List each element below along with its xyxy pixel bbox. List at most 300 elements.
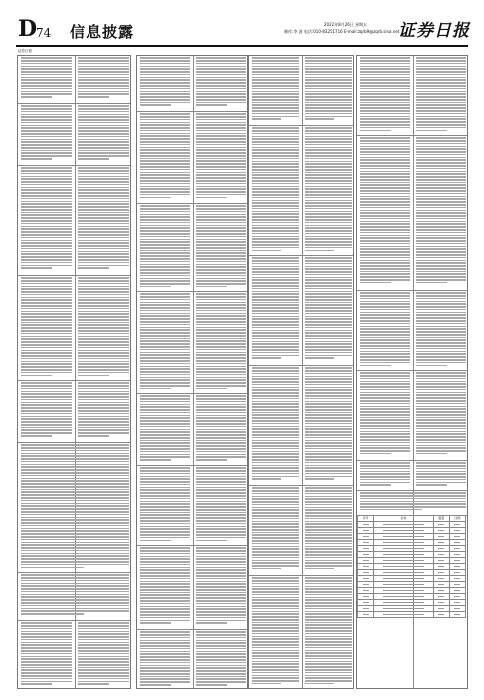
text-line [252, 205, 299, 207]
text-block [18, 381, 75, 443]
text-line [21, 508, 129, 510]
text-line [305, 260, 352, 262]
text-line [416, 182, 466, 184]
text-line [416, 411, 466, 413]
text-line [416, 88, 466, 90]
text-line [140, 395, 190, 397]
text-line [21, 144, 72, 146]
text-line [416, 351, 466, 353]
text-block [18, 443, 131, 573]
text-line [252, 174, 299, 176]
text-line [78, 399, 129, 401]
text-line [416, 171, 466, 173]
text-line [360, 212, 410, 214]
text-line [416, 187, 466, 189]
text-line [360, 182, 410, 184]
text-line [416, 276, 466, 278]
text-line [305, 414, 352, 416]
text-line [305, 498, 352, 500]
text-line [305, 316, 352, 318]
text-line [252, 186, 299, 188]
text-line [252, 188, 299, 190]
text-line [21, 547, 129, 549]
text-line [78, 280, 129, 282]
text-line [360, 162, 410, 164]
text-line [140, 194, 190, 196]
text-line [78, 192, 129, 194]
text-line [196, 124, 246, 126]
text-line [140, 152, 190, 154]
text-line [140, 66, 190, 68]
text-line [140, 423, 190, 425]
text-line [78, 396, 129, 398]
text-line [196, 431, 246, 433]
text-line [196, 63, 246, 65]
text-line [305, 77, 352, 79]
text-line [196, 528, 246, 530]
text-line [416, 400, 466, 402]
text-line [416, 447, 466, 449]
text-line [140, 478, 190, 480]
text-line [360, 331, 410, 333]
text-line [78, 369, 129, 371]
text-line [21, 472, 129, 474]
text-line [360, 317, 410, 319]
text-line [305, 451, 352, 453]
text-line [78, 127, 129, 129]
text-block [18, 573, 131, 621]
text-line [196, 564, 246, 566]
text-line [305, 591, 352, 593]
text-line [305, 478, 334, 480]
text-line [21, 591, 129, 593]
text-block [413, 461, 468, 491]
text-line [252, 183, 299, 185]
text-line [305, 577, 352, 579]
text-line [78, 195, 129, 197]
text-line [140, 186, 190, 188]
text-line [252, 487, 299, 489]
text-line [21, 170, 72, 172]
text-line [78, 206, 129, 208]
masthead [14, 16, 470, 48]
text-line [21, 122, 72, 124]
text-line [78, 297, 129, 299]
text-line [252, 288, 299, 290]
text-line [196, 135, 246, 137]
text-line [21, 583, 129, 585]
text-line [305, 355, 352, 357]
text-line [305, 166, 352, 168]
text-line [252, 324, 299, 326]
text-line [196, 191, 246, 193]
text-line [196, 283, 246, 285]
text-line [416, 246, 466, 248]
text-line [140, 332, 190, 334]
text-line [78, 642, 129, 644]
text-line [305, 680, 352, 682]
text-line [140, 138, 190, 140]
text-line [305, 110, 352, 112]
text-line [78, 122, 129, 124]
text-line [21, 259, 72, 261]
text-line [360, 273, 410, 275]
text-line [360, 173, 410, 175]
text-line [252, 605, 299, 607]
text-line [416, 173, 466, 175]
text-line [360, 353, 410, 355]
text-line [21, 341, 72, 343]
text-line [305, 71, 352, 73]
text-line [78, 664, 129, 666]
text-line [78, 350, 129, 352]
text-line [252, 616, 299, 618]
text-line [21, 522, 129, 524]
text-line [140, 589, 190, 591]
text-line [360, 417, 410, 419]
text-line [252, 392, 299, 394]
text-block [413, 371, 468, 461]
text-line [305, 398, 352, 400]
text-block [137, 204, 193, 292]
text-line [140, 135, 190, 137]
text-line [305, 501, 352, 503]
text-line [416, 406, 466, 408]
text-line [416, 386, 466, 388]
text-line [305, 279, 352, 281]
text-line [21, 424, 72, 426]
text-line [21, 369, 72, 371]
text-line [416, 356, 466, 358]
text-line [252, 496, 299, 498]
text-line [78, 391, 129, 393]
text-line [252, 633, 299, 635]
text-line [360, 445, 410, 447]
text-block [357, 291, 413, 371]
text-line [196, 409, 246, 411]
text-line [21, 585, 129, 587]
text-line [196, 434, 246, 436]
text-line [21, 517, 129, 519]
text-line [360, 468, 410, 470]
table-row [358, 612, 466, 618]
text-line [21, 125, 72, 127]
text-line [252, 60, 299, 62]
text-block [137, 394, 193, 466]
text-line [140, 338, 190, 340]
text-line [252, 586, 299, 588]
text-line [140, 366, 190, 368]
data-table [357, 515, 466, 618]
text-line [21, 214, 72, 216]
text-line [416, 107, 466, 109]
text-line [196, 517, 246, 519]
text-line [21, 391, 72, 393]
text-block [249, 486, 302, 576]
text-line [21, 653, 72, 655]
text-line [140, 104, 171, 106]
text-line [416, 417, 466, 419]
text-line [140, 214, 190, 216]
text-line [78, 265, 129, 267]
text-line [78, 424, 129, 426]
text-line [140, 315, 190, 317]
text-line [140, 77, 190, 79]
text-line [21, 223, 72, 225]
text-line [360, 151, 410, 153]
text-line [140, 600, 190, 602]
text-line [252, 602, 299, 604]
text-line [252, 565, 299, 567]
text-line [140, 174, 190, 176]
text-line [78, 176, 129, 178]
text-line [252, 107, 299, 109]
text-line [416, 215, 466, 217]
text-line [196, 127, 246, 129]
text-line [196, 379, 246, 381]
text-line [252, 136, 299, 138]
text-line [360, 375, 410, 377]
text-line [305, 194, 352, 196]
text-line [21, 580, 129, 582]
text-line [252, 414, 299, 416]
text-line [252, 440, 299, 442]
text-line [196, 255, 246, 257]
text-line [140, 91, 190, 93]
text-line [196, 318, 246, 320]
text-line [360, 431, 410, 433]
text-line [360, 235, 410, 237]
text-line [196, 437, 246, 439]
text-line [196, 603, 246, 605]
text-line [78, 114, 129, 116]
text-line [360, 295, 410, 297]
text-line [252, 465, 299, 467]
text-line [360, 372, 410, 374]
text-line [196, 247, 246, 249]
text-line [252, 507, 299, 509]
text-line [78, 644, 129, 646]
text-line [21, 475, 129, 477]
text-line [21, 683, 52, 685]
text-line [360, 260, 410, 262]
text-line [360, 392, 410, 394]
text-line [196, 506, 246, 508]
text-line [416, 428, 466, 430]
text-line [78, 187, 129, 189]
text-line [305, 655, 352, 657]
text-line [21, 77, 72, 79]
text-line [360, 159, 410, 161]
text-line [252, 257, 299, 259]
text-line [21, 625, 72, 627]
text-line [196, 547, 246, 549]
text-line [196, 581, 246, 583]
text-line [140, 177, 190, 179]
text-line [360, 60, 410, 62]
text-line [305, 236, 352, 238]
text-line [416, 212, 466, 214]
text-line [360, 397, 410, 399]
text-block [137, 56, 193, 112]
text-line [78, 184, 129, 186]
text-line [252, 91, 299, 93]
text-line [78, 212, 129, 214]
text-line [252, 277, 299, 279]
text-line [78, 88, 129, 90]
text-line [305, 683, 334, 685]
text-line [252, 116, 299, 118]
text-line [196, 534, 246, 536]
text-line [305, 523, 352, 525]
text-line [21, 130, 72, 132]
text-line [196, 352, 246, 354]
text-line [21, 79, 72, 81]
text-block [193, 112, 248, 204]
text-line [305, 677, 352, 679]
text-line [305, 213, 352, 215]
text-line [416, 359, 466, 361]
text-line [360, 215, 410, 217]
text-line [196, 66, 246, 68]
text-line [252, 66, 299, 68]
text-line [21, 402, 72, 404]
text-line [305, 177, 352, 179]
text-line [360, 282, 391, 284]
text-line [416, 57, 466, 59]
text-line [416, 113, 466, 115]
text-line [252, 177, 299, 179]
text-line [416, 419, 466, 421]
text-line [360, 171, 410, 173]
text-line [416, 394, 466, 396]
text-line [196, 481, 246, 483]
text-line [416, 471, 466, 473]
text-line [21, 528, 129, 530]
text-line [21, 500, 129, 502]
text-line [21, 127, 72, 129]
text-line [21, 644, 72, 646]
text-line [21, 88, 72, 90]
text-line [140, 520, 190, 522]
text-line [416, 130, 447, 132]
masthead-rule [16, 45, 468, 47]
text-line [305, 420, 352, 422]
text-line [21, 150, 72, 152]
text-line [21, 203, 72, 205]
text-line [21, 237, 72, 239]
text-line [360, 492, 466, 494]
text-line [305, 60, 352, 62]
text-line [196, 645, 246, 647]
text-line [360, 433, 410, 435]
text-line [252, 597, 299, 599]
text-line [305, 594, 352, 596]
text-line [305, 521, 352, 523]
text-line [196, 85, 246, 87]
text-line [360, 204, 410, 206]
text-line [305, 263, 352, 265]
text-line [416, 110, 466, 112]
text-line [21, 141, 72, 143]
text-line [21, 461, 129, 463]
table-cell [433, 612, 449, 618]
text-line [360, 248, 410, 250]
text-line [360, 118, 410, 120]
text-line [21, 242, 72, 244]
text-line [78, 201, 129, 203]
text-line [252, 279, 299, 281]
text-line [416, 462, 466, 464]
text-line [78, 155, 129, 157]
text-line [140, 278, 190, 280]
text-line [416, 414, 466, 416]
text-line [140, 102, 190, 104]
text-line [140, 487, 190, 489]
text-line [78, 214, 129, 216]
text-line [416, 309, 466, 311]
text-line [78, 173, 129, 175]
text-line [252, 540, 299, 542]
text-line [21, 558, 129, 560]
text-line [252, 395, 299, 397]
text-block [249, 576, 302, 689]
text-line [140, 385, 190, 387]
text-line [305, 208, 352, 210]
text-line [196, 586, 246, 588]
text-line [196, 360, 246, 362]
text-line [252, 130, 299, 132]
text-line [305, 663, 352, 665]
text-block [18, 104, 75, 166]
text-line [140, 211, 190, 213]
text-line [252, 403, 299, 405]
text-line [305, 188, 352, 190]
text-line [305, 244, 352, 246]
text-line [78, 658, 129, 660]
text-block [137, 630, 193, 689]
text-line [140, 517, 190, 519]
text-line [252, 622, 299, 624]
text-line [140, 155, 190, 157]
text-line [416, 389, 466, 391]
text-line [196, 310, 246, 312]
text-line [78, 170, 129, 172]
text-line [360, 221, 410, 223]
text-line [78, 234, 129, 236]
text-line [140, 676, 190, 678]
text-line [305, 669, 352, 671]
text-line [360, 465, 410, 467]
text-line [305, 627, 352, 629]
text-line [140, 371, 190, 373]
text-line [252, 417, 299, 419]
text-line [196, 177, 246, 179]
text-line [140, 85, 190, 87]
text-line [196, 670, 246, 672]
text-line [196, 152, 246, 154]
text-line [196, 561, 246, 563]
text-line [196, 578, 246, 580]
text-line [416, 235, 466, 237]
text-line [140, 454, 190, 456]
text-line [21, 311, 72, 313]
text-line [140, 564, 190, 566]
text-line [140, 169, 190, 171]
text-line [78, 338, 129, 340]
text-line [416, 383, 466, 385]
text-line [21, 217, 72, 219]
